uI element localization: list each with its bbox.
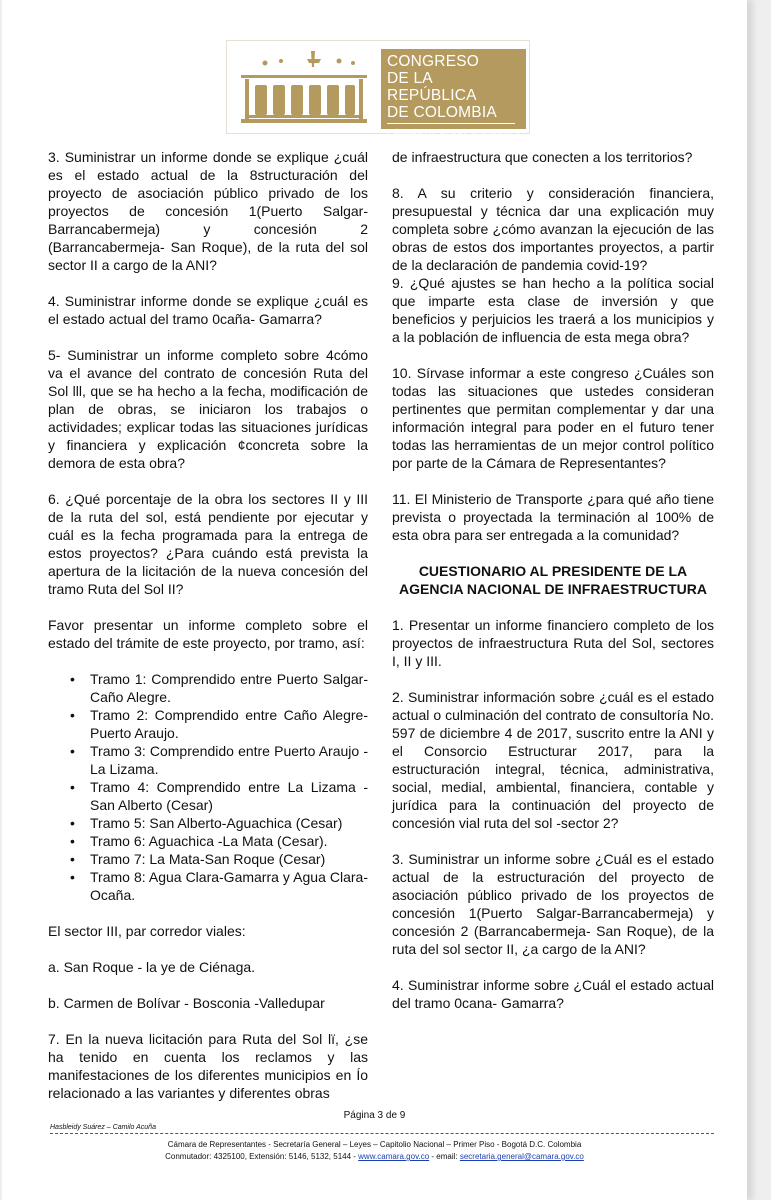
page-number: Página 3 de 9 (343, 1110, 406, 1121)
list-item: • Tramo 1: Comprendido entre Puerto Salgar-Caño Alegre. (48, 670, 368, 706)
list-item: • Tramo 6: Aguachica -La Mata (Cesar). (48, 832, 368, 850)
footer-email-label: - email: (429, 1152, 460, 1161)
list-item: • Tramo 2: Comprendido entre Caño Alegre-Puerto Araujo. (48, 706, 368, 742)
list-item: • Tramo 3: Comprendido entre Puerto Araujo - La Lizama. (48, 742, 368, 778)
footer-authors: Hasbleidy Suárez – Camilo Acuña (50, 1124, 156, 1131)
question-4: 4. Suministrar informe sobre ¿Cuál el estado actual del tramo 0cana- Gamarra? (392, 977, 714, 1011)
question-3: 3. Suministrar un informe sobre ¿Cuál es el estado actual de la estructuración del proyecto de asociación público privado de los proyectos de concesión 1(Puerto Salgar-Barrancabermeja) y concesión 2 (Barrancabermeja- San Roque), de la ruta del sol sector II, ¿a cargo de la ANI? (392, 851, 714, 957)
paragraph-3: 3. Suministrar un informe donde se explique ¿cuál es el estado actual de la 8structuración del proyecto de asociación público privado de los proyectos de concesión 1(Puerto Salgar-Barrancabermeja) y concesión 2 (Barrancabermeja- San Roque), de la ruta del sol sector II a cargo de la ANI? (48, 149, 368, 273)
logo-line-1: CONGRESO (387, 53, 480, 70)
paragraph-4: 4. Suministrar informe donde se explique ¿cuál es el estado actual del tramo 0caña- Gamarra? (48, 293, 368, 327)
logo-line-3: DE COLOMBIA (387, 104, 497, 121)
footer-contact (2, 1152, 747, 1161)
paragraph-10: 10. Sírvase informar a este congreso ¿Cuáles son todas las situaciones que ustedes consideran pertinentes que permitan complementar y dar una información integral para poder en el futuro tener todas las herramientas de un mejor control político por parte de la Cámara de Representantes? (392, 365, 714, 471)
footer-address: Cámara de Representantes - Secretaría General – Leyes – Capitolio Nacional – Primer Piso - Bogotá D.C. Colombia (167, 1140, 582, 1149)
sector-item-a: a. San Roque - la ye de Ciénaga. (48, 959, 256, 975)
website-link[interactable]: www.camara.gov.co (358, 1152, 430, 1161)
logo-divider (387, 123, 515, 124)
paragraph-6: 6. ¿Qué porcentaje de la obra los sectores II y III de la ruta del sol, está pendiente por ejecutar y cuál es la fecha programada para la entrega de estos proyectos? ¿Para cuándo está prevista la apertura de la licitación de la nueva concesión del tramo Ruta del Sol II? (48, 491, 368, 597)
tramo-list (48, 670, 368, 904)
paragraph-sector-3: El sector III, par corredor viales: (48, 923, 246, 939)
paragraph-favor: Favor presentar un informe completo sobre el estado del trámite de este proyecto, por tramo, así: (48, 617, 368, 651)
logo-line-2: DE LA REPÚBLICA (387, 70, 477, 104)
list-item: • Tramo 7: La Mata-San Roque (Cesar) (48, 850, 368, 868)
logo-line-4: CÁMARA DE REPRESENTANTES (387, 128, 520, 138)
questionnaire-title: CUESTIONARIO AL PRESIDENTE DE LA AGENCIA NACIONAL DE INFRAESTRUCTURA (399, 563, 707, 597)
paragraph-7: 7. En la nueva licitación para Ruta del Sol lï, ¿se ha tenido en cuenta los reclamos y las manifestaciones de los diferentes municipios en Ío relacionado a las variantes y diferentes obras (48, 1031, 368, 1101)
question-2: 2. Suministrar información sobre ¿cuál es el estado actual o culminación del contrato de consultoría No. 597 de diciembre 4 de 2017, suscrito entre la ANI y el Consorcio Estructurar 2017, para la estructuración integral, técnica, administrativa, social, medial, ambiental, financiera, contable y jurídica para la continuación del proyecto de concesión vial ruta del sol -sector 2? (392, 689, 714, 831)
footer-phone: Conmutador: 4325100, Extensión: 5146, 5132, 5144 - (165, 1152, 359, 1161)
paragraph-7-continued: de infraestructura que conecten a los territorios? (392, 149, 693, 165)
left-column (48, 148, 368, 1102)
paragraph-8: 8. A su criterio y consideración financiera, presupuestal y técnica dar una explicación muy completa sobre ¿cómo avanzan la ejecución de las obras de estos dos importantes proyectos, a partir de la declaración de pandemia covid-19? (392, 185, 714, 273)
list-item: • Tramo 5: San Alberto-Aguachica (Cesar) (48, 814, 368, 832)
capitol-building-icon (235, 49, 373, 125)
document-page (2, 0, 747, 1200)
question-1: 1. Presentar un informe financiero completo de los proyectos de infraestructura Ruta del Sol, sectores I, II y III. (392, 617, 714, 669)
sector-item-b: b. Carmen de Bolívar - Bosconia -Valledupar (48, 995, 325, 1011)
paragraph-5: 5- Suministrar un informe completo sobre 4cómo va el avance del contrato de concesión Ruta del Sol lll, que se ha hecho a la fecha, modificación de plan de obras, se iniciaron los trabajos o actividades; explicar todas las situaciones jurídicas y financiera y explicación ¢concreta sobre la demora de esta obra? (48, 347, 368, 471)
list-item: • Tramo 8: Agua Clara-Gamarra y Agua Clara- Ocaña. (48, 868, 368, 904)
congress-logo (226, 40, 530, 138)
right-column (392, 148, 714, 1012)
list-item: • Tramo 4: Comprendido entre La Lizama -San Alberto (Cesar) (48, 778, 368, 814)
logo-wordmark (381, 49, 526, 138)
email-link[interactable]: secretaria.general@camara.gov.co (459, 1152, 584, 1161)
paragraph-9: 9. ¿Qué ajustes se han hecho a la política social que imparte esta clase de inversión y que beneficios y perjuicios les traerá a los municipios y a la población de influencia de esta mega obra? (392, 275, 714, 345)
footer-divider (50, 1133, 714, 1134)
paragraph-11: 11. El Ministerio de Transporte ¿para qué año tiene prevista o proyectada la terminación al 100% de esta obra para ser entregada a la comunidad? (392, 491, 714, 543)
